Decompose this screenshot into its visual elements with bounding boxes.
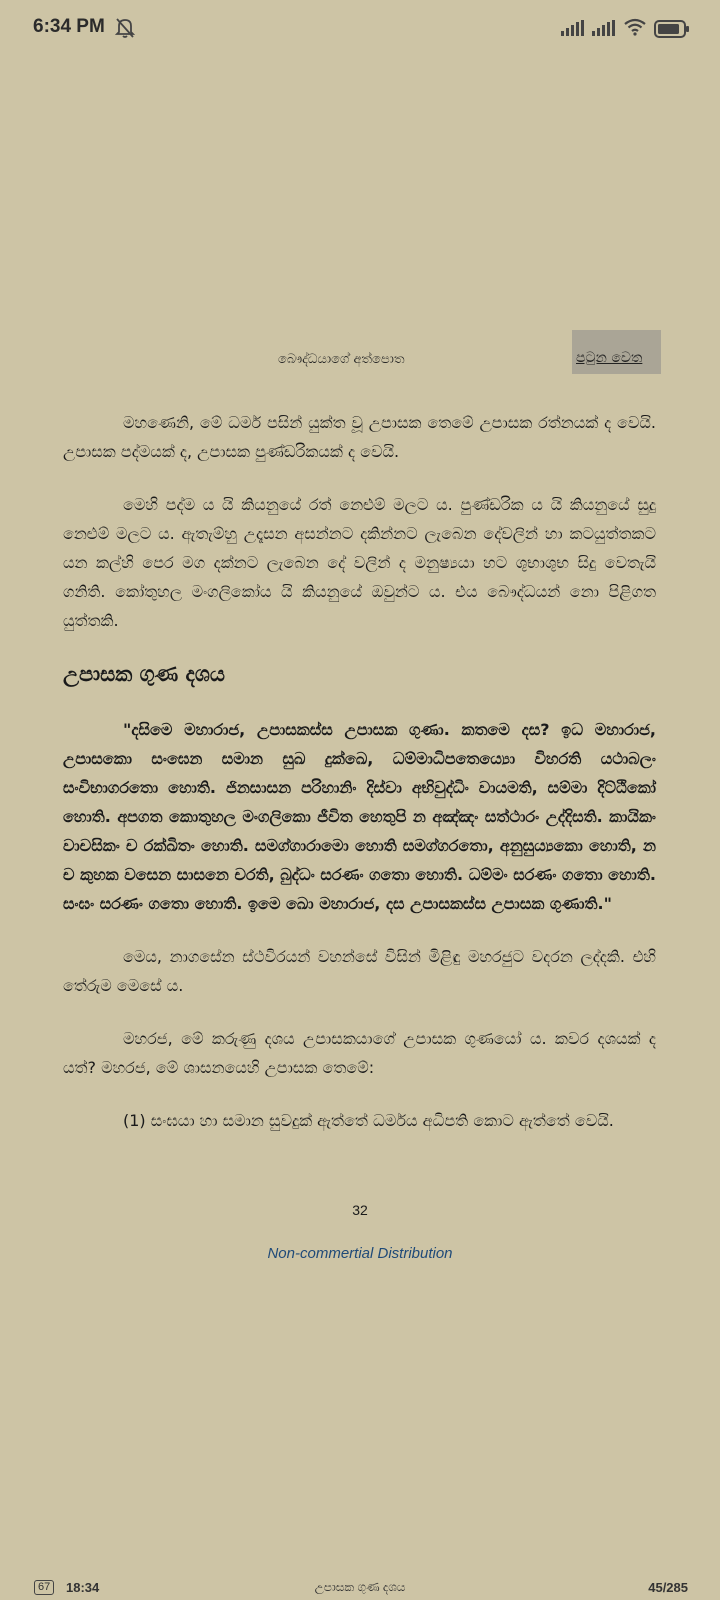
pali-quote: "දසිමෙ මහාරාජ, උපාසකස්ස උපාසක ගුණා. කතමෙ දස? ඉධ මහාරාජ, උපාසකො සංඝෙන සමාන සුඛ දුක්ඛෙ, ධම්මාධිපතෙය්‍යො විහරති යථාබලං සංවිභාගරතො හොති. ජිනසාසන පරිහානිං දිස්වා අභිවුද්ධිං වායමති, සම්මා දිට්ඨිකෝ හොති. අපගත කොතුහල මංගලිකො ජීවිත හෙතුපි න අඤ්ඤං සත්ථාරං උද්දිසති. කායිකං වාචසිකං ච රක්ඛිතං හොති. සමග්ගාරාමො හොති සමග්ගරතො, අනුසුය්‍යකො හොති, න ච කුහක වසෙන සාසනෙ චරති, බුද්ධං සරණං ගතො හොති. ධම්මං සරණං ගතො හොති. සංඝං සරණං ගතො හොති. ඉමෙ ඛො මහාරාජ, දස උපාසකස්ස උපාසක ගුණාති." bbox=[63, 720, 656, 913]
book-title: බෞද්ධයාගේ අත්පොත bbox=[278, 352, 405, 367]
paragraph: මෙහි පද්ම ය යි කියනුයේ රත් නෙළුම් මලට ය. පුණ්ඩරික ය යි කියනුයේ සුදු නෙළුම් මලට ය. ඇතැම්හු උදෑසන අසන්නට දකින්නට ලැබෙන දේවලින් හා කටයුත්තකට යන කල්හි පෙර මග දක්නට ලැබෙන දේ වලින් ද මනුෂ්‍යයා හට ශුභාශුභ සිදු වෙතැයි ගනිති. කෝතුහල මංගලිකෝය යි කියනුයේ ඔවුන්ට ය. එය බෞද්ධයන් නො පිළිගත යුත්තකි. bbox=[63, 495, 656, 630]
footer-chapter-title: උපාසක ගුණ දශය bbox=[314, 1580, 406, 1594]
paragraph: මහරජ, මේ කරුණු දශය උපාසකයාගේ උපාසක ගුණයෝ ය. කවර දශයක් ද යත්? මහරජ, මේ ශාසනයෙහි උපාසක තෙමේ: bbox=[63, 1029, 656, 1077]
running-header bbox=[0, 344, 720, 374]
reader-footer bbox=[0, 1578, 720, 1600]
signal-icon bbox=[592, 20, 616, 36]
page-content bbox=[63, 408, 656, 1135]
list-item: (1) සංඝයා හා සමාන සුවදුක් ඇත්තේ ධර්මය අධිපති කොට ඇත්තේ වෙයි. bbox=[123, 1111, 614, 1130]
footer-time: 18:34 bbox=[66, 1580, 100, 1595]
status-time: 6:34 PM bbox=[33, 16, 105, 37]
mute-icon bbox=[115, 17, 135, 39]
battery-icon bbox=[654, 20, 690, 38]
footer-battery-icon: 67 bbox=[34, 1580, 54, 1595]
page-number: 32 bbox=[352, 1202, 368, 1218]
distribution-note: Non-commertial Distribution bbox=[267, 1245, 453, 1262]
status-bar bbox=[0, 0, 720, 58]
reading-progress: 45/285 bbox=[648, 1580, 688, 1595]
signal-icon bbox=[561, 20, 585, 36]
paragraph: මහණෙනි, මේ ධර්ම පසින් යුක්ත වූ උපාසක තෙමේ උපාසක රත්නයක් ද වෙයි. උපාසක පද්මයක් ද, උපාසක පුණ්ඩරිකයක් ද වෙයි. bbox=[63, 413, 656, 461]
paragraph: මෙය, නාගසේන ස්ථවිරයන් වහන්සේ විසින් මිළිඳු මහරජුට වදරන ලද්දකි. එහි තේරුම මෙසේ ය. bbox=[63, 947, 656, 995]
section-heading: උපාසක ගුණ දශය bbox=[63, 662, 225, 686]
toc-link[interactable]: පටුන වෙත bbox=[576, 350, 643, 366]
wifi-icon bbox=[623, 18, 647, 36]
